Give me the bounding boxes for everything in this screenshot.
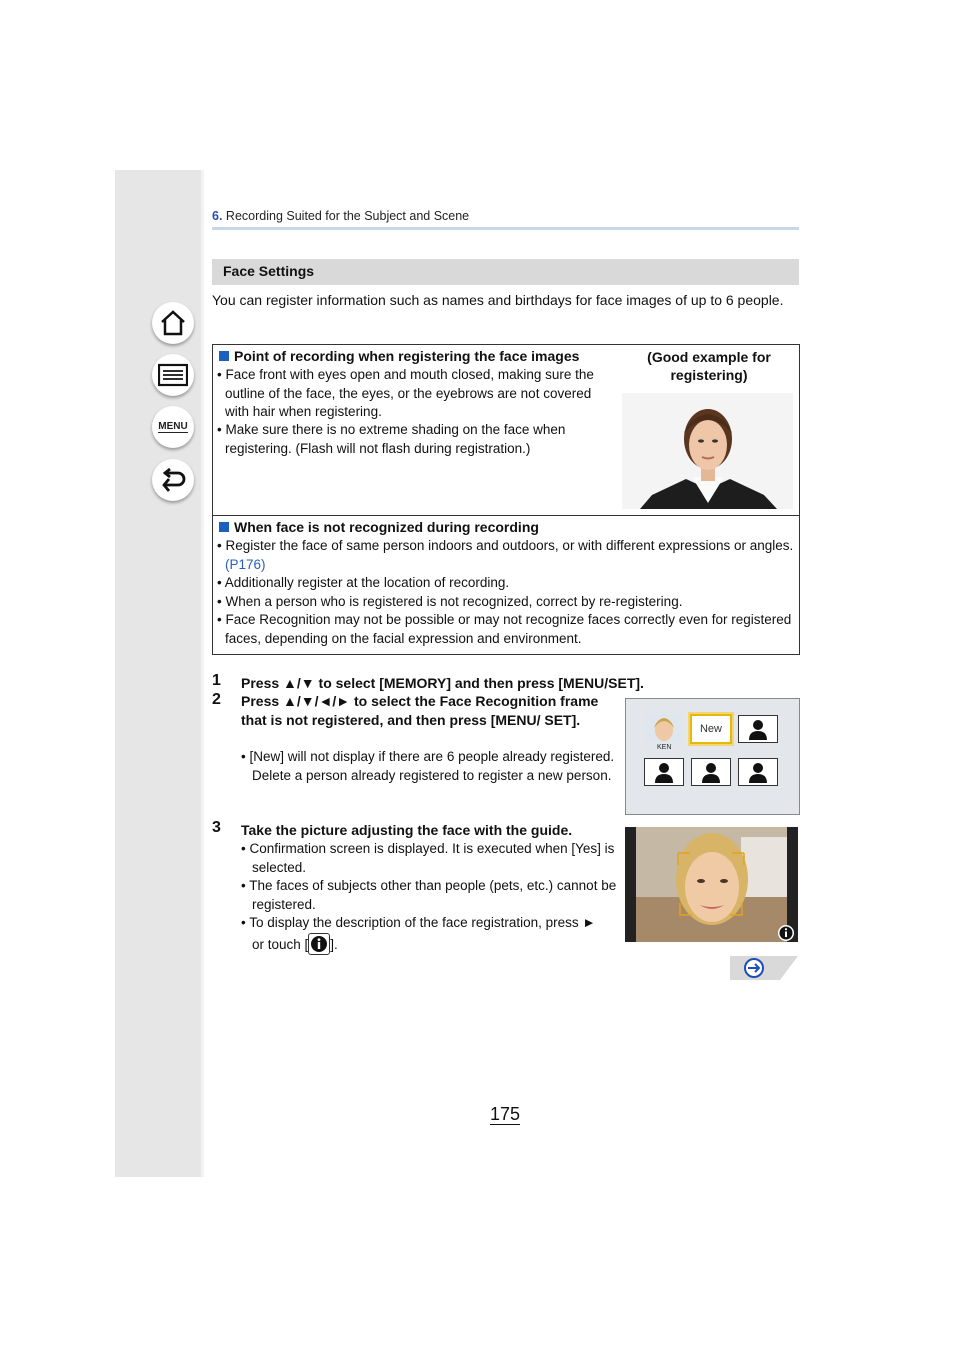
back-arrow-icon — [159, 467, 187, 493]
step-number: 3 — [212, 819, 221, 836]
tips-heading: When face is not recognized during recording — [219, 519, 539, 535]
sidebar-divider — [201, 170, 204, 1177]
info-icon[interactable] — [777, 924, 795, 942]
good-example-portrait — [622, 393, 793, 509]
intro-text: You can register information such as names and birthdays for face images of up to 6 people. — [212, 292, 784, 308]
arrow-right-icon — [745, 959, 763, 977]
face-guide-photo — [636, 827, 787, 942]
section-header — [212, 259, 799, 285]
registered-face-thumbnail[interactable] — [645, 714, 683, 742]
chapter-title: Recording Suited for the Subject and Scene — [225, 209, 470, 223]
person-silhouette-icon — [645, 759, 683, 785]
square-bullet-icon — [219, 522, 229, 532]
page-number: 175 — [490, 1104, 521, 1124]
page-link-p176[interactable]: (P176) — [225, 556, 266, 572]
person-silhouette-icon — [692, 759, 730, 785]
person-silhouette-icon — [739, 716, 777, 742]
good-example-caption: (Good example for registering) — [647, 349, 771, 383]
back-button[interactable] — [152, 459, 194, 501]
chapter-number: 6. — [212, 209, 223, 223]
menu-button[interactable] — [152, 406, 194, 448]
step-text: Press ▲/▼ to select [MEMORY] and then press [MENU/SET]. — [241, 675, 644, 691]
list-item: • Make sure there is no extreme shading on the face when registering. (Flash will not flash during registration.) — [217, 422, 566, 456]
person-silhouette-icon — [739, 759, 777, 785]
step-number: 1 — [212, 672, 221, 689]
menu-label: MENU — [158, 421, 188, 432]
contents-button[interactable] — [152, 354, 194, 396]
step-text: Press ▲/▼/◄/► to select the Face Recognition frame that is not registered, and then press [MENU/ SET]. — [241, 693, 599, 728]
list-item: • To display the description of the face registration, press ► or touch [ ]. — [241, 914, 624, 955]
list-item: • [New] will not display if there are 6 people already registered. Delete a person already registered to register a new person. — [241, 749, 615, 783]
step-number: 2 — [212, 691, 221, 708]
tips-heading: Point of recording when registering the face images — [219, 348, 579, 364]
header-rule — [212, 227, 799, 230]
empty-face-frame[interactable] — [691, 758, 731, 786]
face-name-label: KEN — [657, 744, 672, 751]
list-item: • Confirmation screen is displayed. It is executed when [Yes] is selected. — [241, 841, 615, 875]
info-touch-icon — [308, 933, 330, 955]
list-icon — [158, 363, 188, 387]
step-text: Take the picture adjusting the face with the guide. — [241, 822, 573, 838]
home-icon — [159, 309, 187, 337]
list-item: • Face front with eyes open and mouth closed, making sure the outline of the face, the eyes, or the eyebrows are not covered with hair when registering. — [217, 367, 594, 419]
new-face-frame[interactable]: New — [690, 714, 732, 744]
empty-face-frame[interactable] — [738, 758, 778, 786]
breadcrumb — [212, 209, 469, 223]
next-page-button[interactable] — [730, 956, 798, 980]
list-item: • Additionally register at the location of recording. — [217, 575, 510, 590]
list-item: • The faces of subjects other than people (pets, etc.) cannot be registered. — [241, 878, 617, 912]
empty-face-frame[interactable] — [644, 758, 684, 786]
empty-face-frame[interactable] — [738, 715, 778, 743]
list-item: • When a person who is registered is not recognized, correct by re-registering. — [217, 594, 683, 609]
list-item: • Register the face of same person indoors and outdoors, or with different expressions or angles. (P176) — [217, 538, 794, 572]
square-bullet-icon — [219, 351, 229, 361]
home-button[interactable] — [152, 302, 194, 344]
section-title: Face Settings — [223, 263, 315, 279]
list-item: • Face Recognition may not be possible or may not recognize faces correctly even for registered faces, depending on the facial expression and environment. — [217, 612, 792, 646]
